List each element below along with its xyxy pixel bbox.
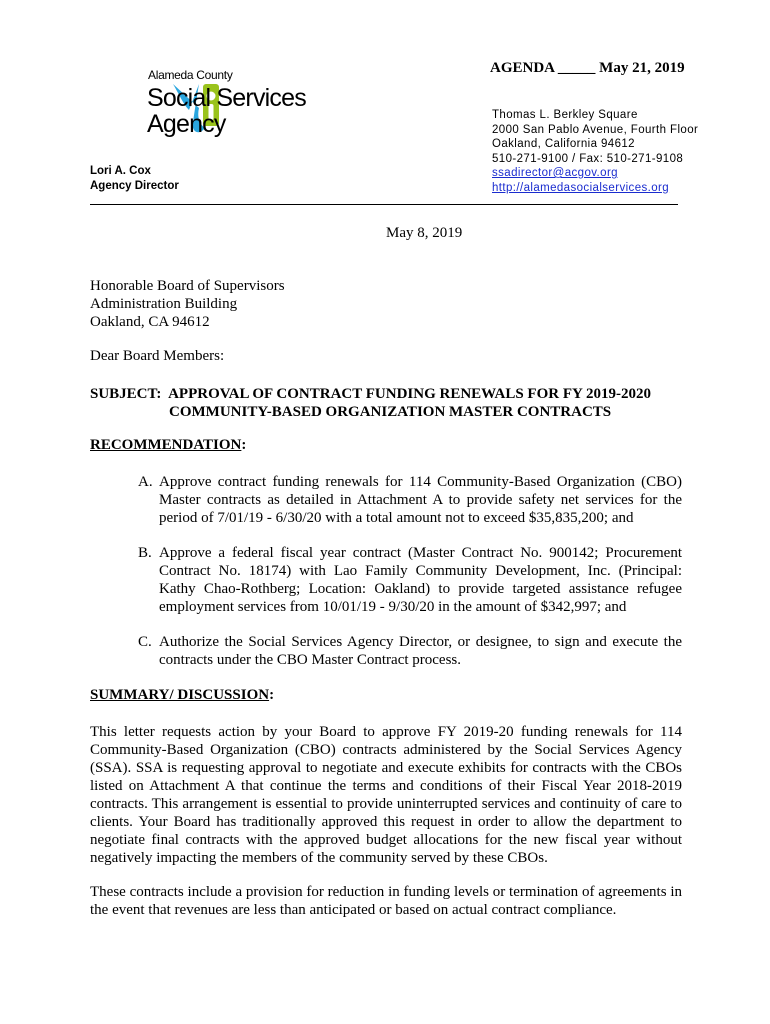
subject-block [90,385,651,421]
director-title: Agency Director [90,179,179,192]
email-link[interactable]: ssadirector@acgov.org [492,167,618,179]
website-link[interactable]: http://alamedasocialservices.org [492,181,670,194]
recommendation-heading-text: RECOMMENDATION [90,437,242,453]
agency-address [492,108,698,195]
recipient-line: Administration Building [90,296,238,312]
item-letter: A. [138,474,153,490]
subject-line2: COMMUNITY-BASED ORGANIZATION MASTER CONTRACTS [169,404,612,420]
item-text: Authorize the Social Services Agency Director, or designee, to sign and execute the contracts under the CBO Master Contract process. [159,634,682,668]
summary-heading-text: SUMMARY/ DISCUSSION [90,687,270,703]
director-block [90,164,179,193]
logo-county-text: Alameda County [148,68,233,82]
subject-line1: SUBJECT: APPROVAL OF CONTRACT FUNDING RENEWALS FOR FY 2019-2020 [90,386,652,402]
recipient-address [90,277,285,331]
item-letter: B. [138,545,152,561]
recommendation-heading [90,437,246,454]
agenda-line: AGENDA _____ May 21, 2019 [490,60,685,76]
recipient-line: Oakland, CA 94612 [90,314,210,330]
salutation: Dear Board Members: [90,348,225,364]
item-letter: C. [138,634,152,650]
address-line: Thomas L. Berkley Square [492,109,638,121]
logo-agency-line2: Agency [147,110,226,138]
letter-date: May 8, 2019 [386,225,463,241]
address-line: Oakland, California 94612 [492,138,635,150]
director-name: Lori A. Cox [90,165,151,177]
heading-colon: : [241,437,247,453]
item-text: Approve contract funding renewals for 114 Community-Based Organization (CBO) Master contracts as detailed in Attachment A to provide safety net services for the period of 7/01/19 - 6/30/20 with a total amount not to exceed $35,835,200; and [159,474,682,526]
summary-paragraph-2: These contracts include a provision for reduction in funding levels or termination of agreements in the event that revenues are less than anticipated or based on actual contract compliance. [90,884,682,918]
phone-fax: 510-271-9100 / Fax: 510-271-9108 [492,152,684,165]
summary-heading [90,687,274,704]
address-line: 2000 San Pablo Avenue, Fourth Floor [492,123,699,136]
heading-colon: : [269,687,275,703]
recipient-line: Honorable Board of Supervisors [90,278,285,294]
logo-agency-line1: Social Services [147,84,306,112]
header-divider [90,204,678,205]
recommendation-item-a [138,473,682,527]
recommendation-item-c [138,633,682,669]
item-text: Approve a federal fiscal year contract (Master Contract No. 900142; Procurement Contract No. 18174) with Lao Family Community Development, Inc. (Principal: Kathy Chao-Rothberg; Location: Oakland) to provide targeted assistance refugee employment services from 10/01/19 - 9/30/20 in the amount of $342,997; and [159,545,682,615]
recommendation-item-b [138,544,682,616]
summary-paragraph-1: This letter requests action by your Board to approve FY 2019-20 funding renewals for 114 Community-Based Organization (CBO) contracts administered by the Social Services Agency (SSA). SSA is requesting approval to negotiate and execute exhibits for contracts with the CBOs listed on Attachment A that continue the terms and conditions of their Fiscal Year 2018-2019 contracts. This arrangement is essential to provide uninterrupted services and continuity of care to clients. Your Board has traditionally approved this request in order to allow the department to negotiate final contracts with the approved budget allocations for the new fiscal year without negatively impacting the members of the community served by these CBOs. [90,724,682,866]
